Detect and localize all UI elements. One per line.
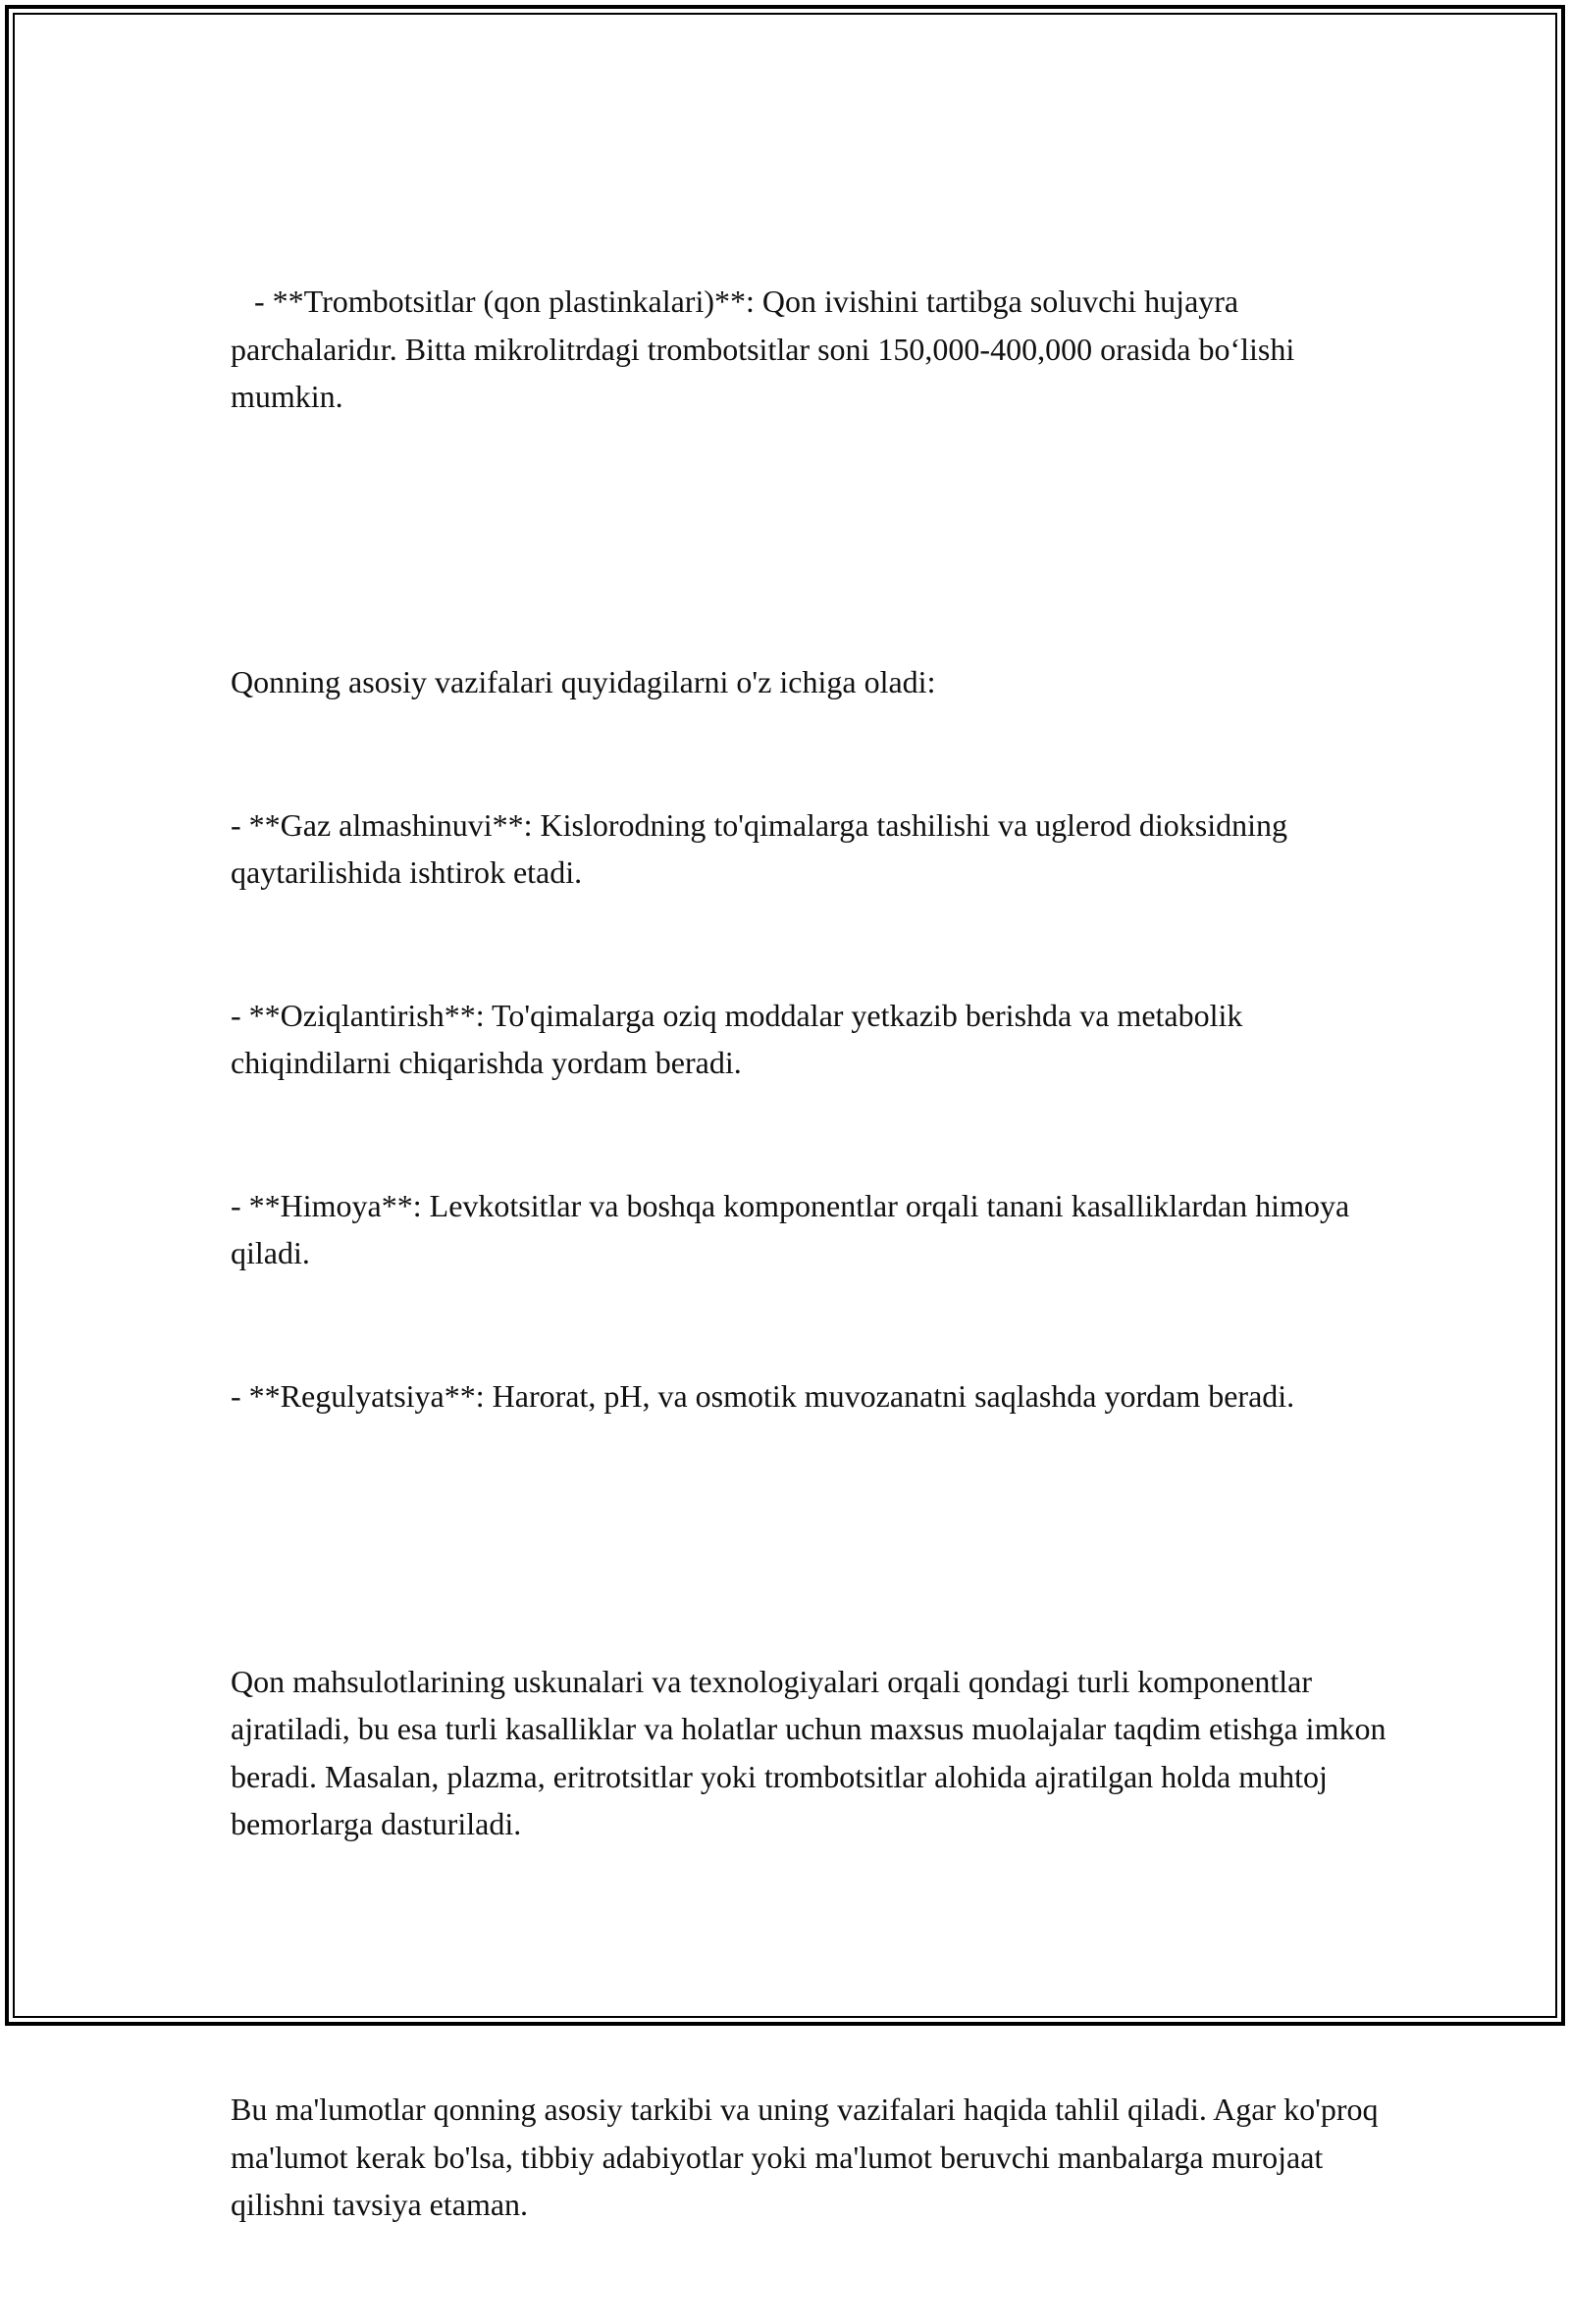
paragraph-platelets <box>231 182 1388 516</box>
function-nutrition: - **Oziqlantirish**: To'qimalarga oziq moddalar yetkazib berishda va metabolik chiqindilarni chiqarishda yordam beradi. <box>231 997 1251 1080</box>
paragraph-blood-products <box>231 1563 1394 1943</box>
conclusion-text: Bu ma'lumotlar qonning asosiy tarkibi va uning vazifalari haqida tahlil qiladi. Agar ko'proq ma'lumot kerak bo'lsa, tibbiy adabiyotlar yoki ma'lumot beruvchi manbalarga murojaat qilishni tavsiya etaman. <box>231 2092 1387 2222</box>
paragraph-conclusion <box>231 1990 1388 2324</box>
paragraph-blood-functions <box>231 563 1388 1515</box>
function-gas-exchange: - **Gaz almashinuvi**: Kislorodning to'qimalarga tashilishi va uglerod dioksidning qaytarilishida ishtirok etadi. <box>231 806 1296 890</box>
blood-products-text: Qon mahsulotlarining uskunalari va texnologiyalari orqali qondagi turli komponentlar ajratiladi, bu esa turli kasalliklar va holatlar uchun maxsus muolajalar taqdim etishga imkon beradi. Masalan, plazma, eritrotsitlar yoki trombotsitlar alohida ajratilgan holda muhtoj bemorlarga dasturiladi. <box>231 1663 1394 1841</box>
function-regulation: - **Regulyatsiya**: Harorat, pH, va osmotik muvozanatni saqlashda yordam beradi. <box>231 1377 1295 1414</box>
function-protection: - **Himoya**: Levkotsitlar va boshqa komponentlar orqali tanani kasalliklardan himoya qiladi. <box>231 1187 1358 1270</box>
document-body <box>231 182 1394 2324</box>
functions-intro: Qonning asosiy vazifalari quyidagilarni o'z ichiga oladi: <box>231 664 936 699</box>
platelets-text: - **Trombotsitlar (qon plastinkalari)**: Qon ivishini tartibga soluvchi hujayra parchalaridır. Bitta mikrolitrdagi trombotsitlar soni 150,000-400,000 orasida bo‘lishi mumkin. <box>231 284 1303 414</box>
